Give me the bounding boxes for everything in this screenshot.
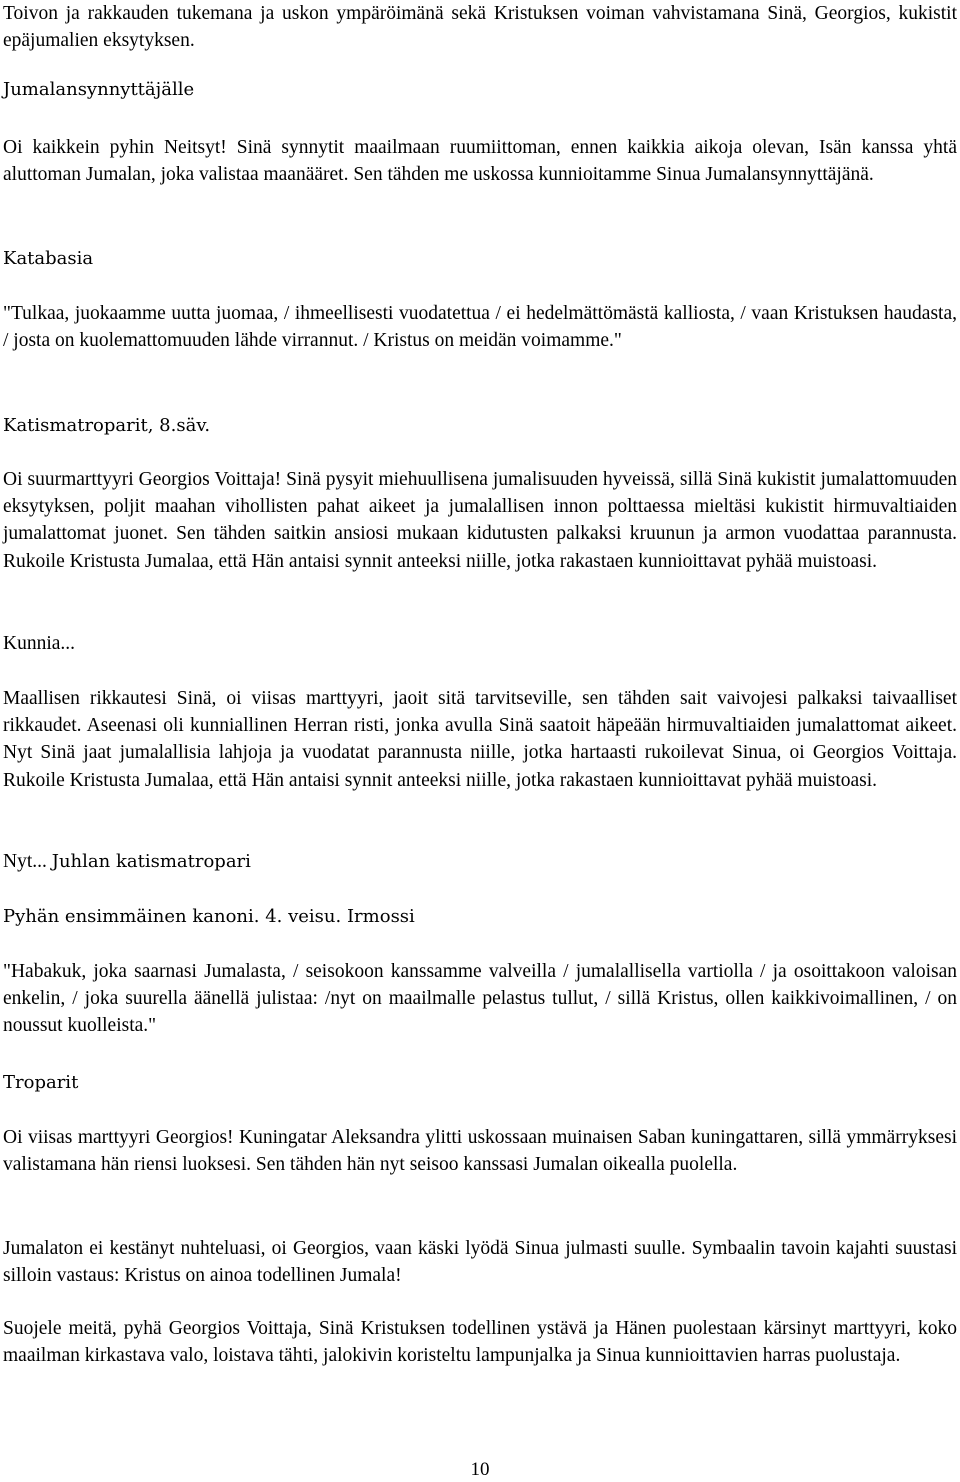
tropari-paragraph-1: Oi viisas marttyyri Georgios! Kuningatar Aleksandra ylitti uskossaan muinaisen Saban kuningattaren, sillä ymmärryksesi valistamana hän riensi luoksesi. Sen tähden hän nyt seisoo kanssasi Jumalan oikealla puolella.: [3, 1127, 957, 1176]
kunnia-line: Kunnia...: [3, 633, 76, 654]
tropari-paragraph-2: Jumalaton ei kestänyt nuhteluasi, oi Georgios, vaan käski lyödä Sinua julmasti suulle. Symbaalin tavoin kajahti suustasi silloin vastaus: Kristus on ainoa todellinen Jumala!: [3, 1238, 957, 1287]
juhlan-katismatropari-heading: Juhlan katismatropari: [51, 851, 251, 872]
intro-paragraph: Toivon ja rakkauden tukemana ja uskon ympäröimänä sekä Kristuksen voiman vahvistamana Sinä, Georgios, kukistit epäjumalien eksytyksen.: [3, 3, 957, 52]
katismatroparit-paragraph: Oi suurmarttyyri Georgios Voittaja! Sinä pysyit miehuullisena jumalisuuden hyveissä, sillä Sinä kukistit jumalattomuuden eksytyksen, poljit maahan vihollisten pahat aikeet ja jumalallisen innon polttaessa mieltäsi kukistit hirmuvaltiaiden jumalattomat juonet. Sen tähden saitkin ansiosi mukaan kidutusten palkaksi kruunun ja armon vuodattaa parannusta. Rukoile Kristusta Jumalaa, että Hän antaisi synnit anteeksi niille, jotka rakastaen kunnioittavat pyhää muistoasi.: [3, 469, 957, 572]
katismatroparit-heading: Katismatroparit, 8.säv.: [3, 415, 211, 436]
tropari-paragraph-3: Suojele meitä, pyhä Georgios Voittaja, Sinä Kristuksen todellinen ystävä ja Hänen puolestaan kärsinyt marttyyri, koko maailman kirkastava valo, loistava tähti, jalokivin koristeltu lampunjalka ja Sinua kunnioittavien harras puolustaja.: [3, 1318, 957, 1367]
jumalansynnyttajalle-heading: Jumalansynnyttäjälle: [3, 79, 195, 100]
page-number: 10: [470, 1459, 490, 1480]
irmossi-paragraph: "Habakuk, joka saarnasi Jumalasta, / seisokoon kanssamme valveilla / jumalallisella vartiolla / ja osoittakoon valoisan enkelin, / joka suurella äänellä julistaa: /nyt on maailmalle pelastus tullut, / sillä Kristus, ollen kaikkivoimallinen, / on noussut kuolleista.": [3, 961, 957, 1037]
maallisen-paragraph: Maallisen rikkautesi Sinä, oi viisas marttyyri, jaoit sitä tarvitseville, sen tähden sait vaivojesi palkaksi taivaalliset rikkaudet. Aseenasi oli kunniallinen Herran risti, jonka avulla Sinä saatoit häpeään hirmuvaltiaiden jumalattomat aikeet. Nyt Sinä jaat jumalallisia lahjoja ja vuodatat parannusta niille, jotka hartaasti rukoilevat Sinua, oi Georgios Voittaja. Rukoile Kristusta Jumalaa, että Hän antaisi synnit anteeksi niille, jotka rakastaen kunnioittavat pyhää muistoasi.: [3, 688, 957, 791]
nyt-text: Nyt...: [3, 851, 47, 872]
katabasia-heading: Katabasia: [3, 248, 94, 269]
kanoni-heading: Pyhän ensimmäinen kanoni. 4. veisu. Irmossi: [3, 906, 415, 927]
jumalansynnyttajalle-paragraph: Oi kaikkein pyhin Neitsyt! Sinä synnytit maailmaan ruumiittoman, ennen kaikkia aikoja olevan, Isän kanssa yhtä aluttoman Jumalan, joka valistaa maanääret. Sen tähden me uskossa kunnioitamme Sinua Jumalansynnyttäjänä.: [3, 137, 957, 186]
katabasia-paragraph: "Tulkaa, juokaamme uutta juomaa, / ihmeellisesti vuodatettua / ei hedelmättömästä kalliosta, / vaan Kristuksen haudasta, / josta on kuolemattomuuden lähde virrannut. / Kristus on meidän voimamme.": [3, 303, 957, 352]
nyt-line: [3, 848, 957, 875]
troparit-heading: Troparit: [3, 1072, 79, 1093]
